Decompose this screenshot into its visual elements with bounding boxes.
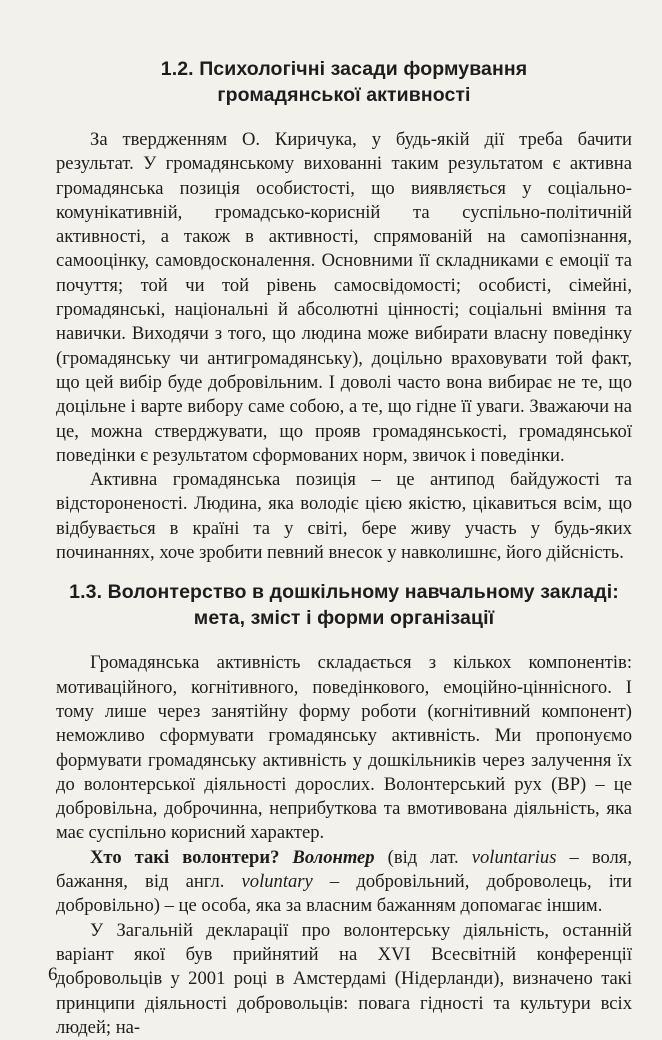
paragraph: Активна громадянська позиція – це антипод байдужості та відстороненості. Людина, яка володіє цією якістю, цікавиться всім, що відбувається в країні та у світі, бере живу участь у будь-яких починаннях, хоче зробити певний внесок у навколишнє, його дійсність. xyxy=(56,469,632,564)
section-heading-1-3 xyxy=(56,579,632,631)
paragraph-text: (від лат. xyxy=(374,846,472,868)
question-text: Хто такі волонтери? xyxy=(90,846,280,868)
section-heading-line: громадянської активності xyxy=(217,84,471,106)
section-heading-1-2 xyxy=(56,56,632,108)
paragraph-text: – добровільний, доброволець, іти добровільно) – це особа, яка за власним бажанням допомагає іншим. xyxy=(56,871,632,917)
defined-term: Волонтер xyxy=(292,846,375,868)
paragraph-text: – воля, бажання, від англ. xyxy=(56,846,633,893)
latin-term: voluntarius xyxy=(471,846,557,868)
definition-paragraph xyxy=(56,846,632,919)
paragraph: За твердженням О. Киричука, у будь-якій дії треба бачити результат. У громадянському вихованні таким результатом є активна громадянська позиція особистості, що виявляється у соціально-комунікативній, громадсько-корисній та суспільно-політичній активності, а також в активності, спрямованій на самопізнання, самооцінку, самовдосконалення. Основними її складниками є емоції та почуття; той чи той рівень самосвідомості; особисті, сімейні, громадянські, національні й абсолютні цінності; соціальні вміння та навички. Виходячи з того, що людина може вибирати власну поведінку (громадянську чи антигромадянську), доцільно враховувати той факт, що цей вибір буде добровільним. І доволі часто вона вибирає не те, що доцільне і варте вибору саме собою, а те, що гідне її уваги. Зважаючи на це, можна стверджувати, що прояв громадянськості, громадянської поведінки є результатом сформованих норм, звичок і поведінки. xyxy=(56,129,632,466)
paragraph: Громадянська активність складається з кількох компонентів: мотиваційного, когнітивного, поведінкового, емоційно-ціннісного. І тому лише через занятійну форму роботи (когнітивний компонент) неможливо сформувати громадянську активність. Ми пропонуємо формувати громадянську активність у дошкільників через залучення їх до волонтерської діяльності дорослих. Волонтерський рух (ВР) – це добровільна, доброчинна, неприбуткова та вмотивована діяльність, яка має суспільно корисний характер. xyxy=(56,652,632,844)
page-number: 6 xyxy=(48,964,58,985)
section-heading-line: мета, зміст і форми організації xyxy=(193,607,495,630)
section-heading-line: 1.3. Волонтерство в дошкільному навчальному закладі: xyxy=(69,581,619,604)
english-term: voluntary xyxy=(241,871,313,893)
paragraph: У Загальній декларації про волонтерську діяльність, останній варіант якої був прийнятий на XVI Всесвітній конференції добровольців у 2001 році в Амстердамі (Нідерланди), визначено такі принципи діяльності добровольців: повага гідності та культури всіх людей; на- xyxy=(56,919,632,1038)
section-heading-line: 1.2. Психологічні засади формування xyxy=(160,58,528,80)
